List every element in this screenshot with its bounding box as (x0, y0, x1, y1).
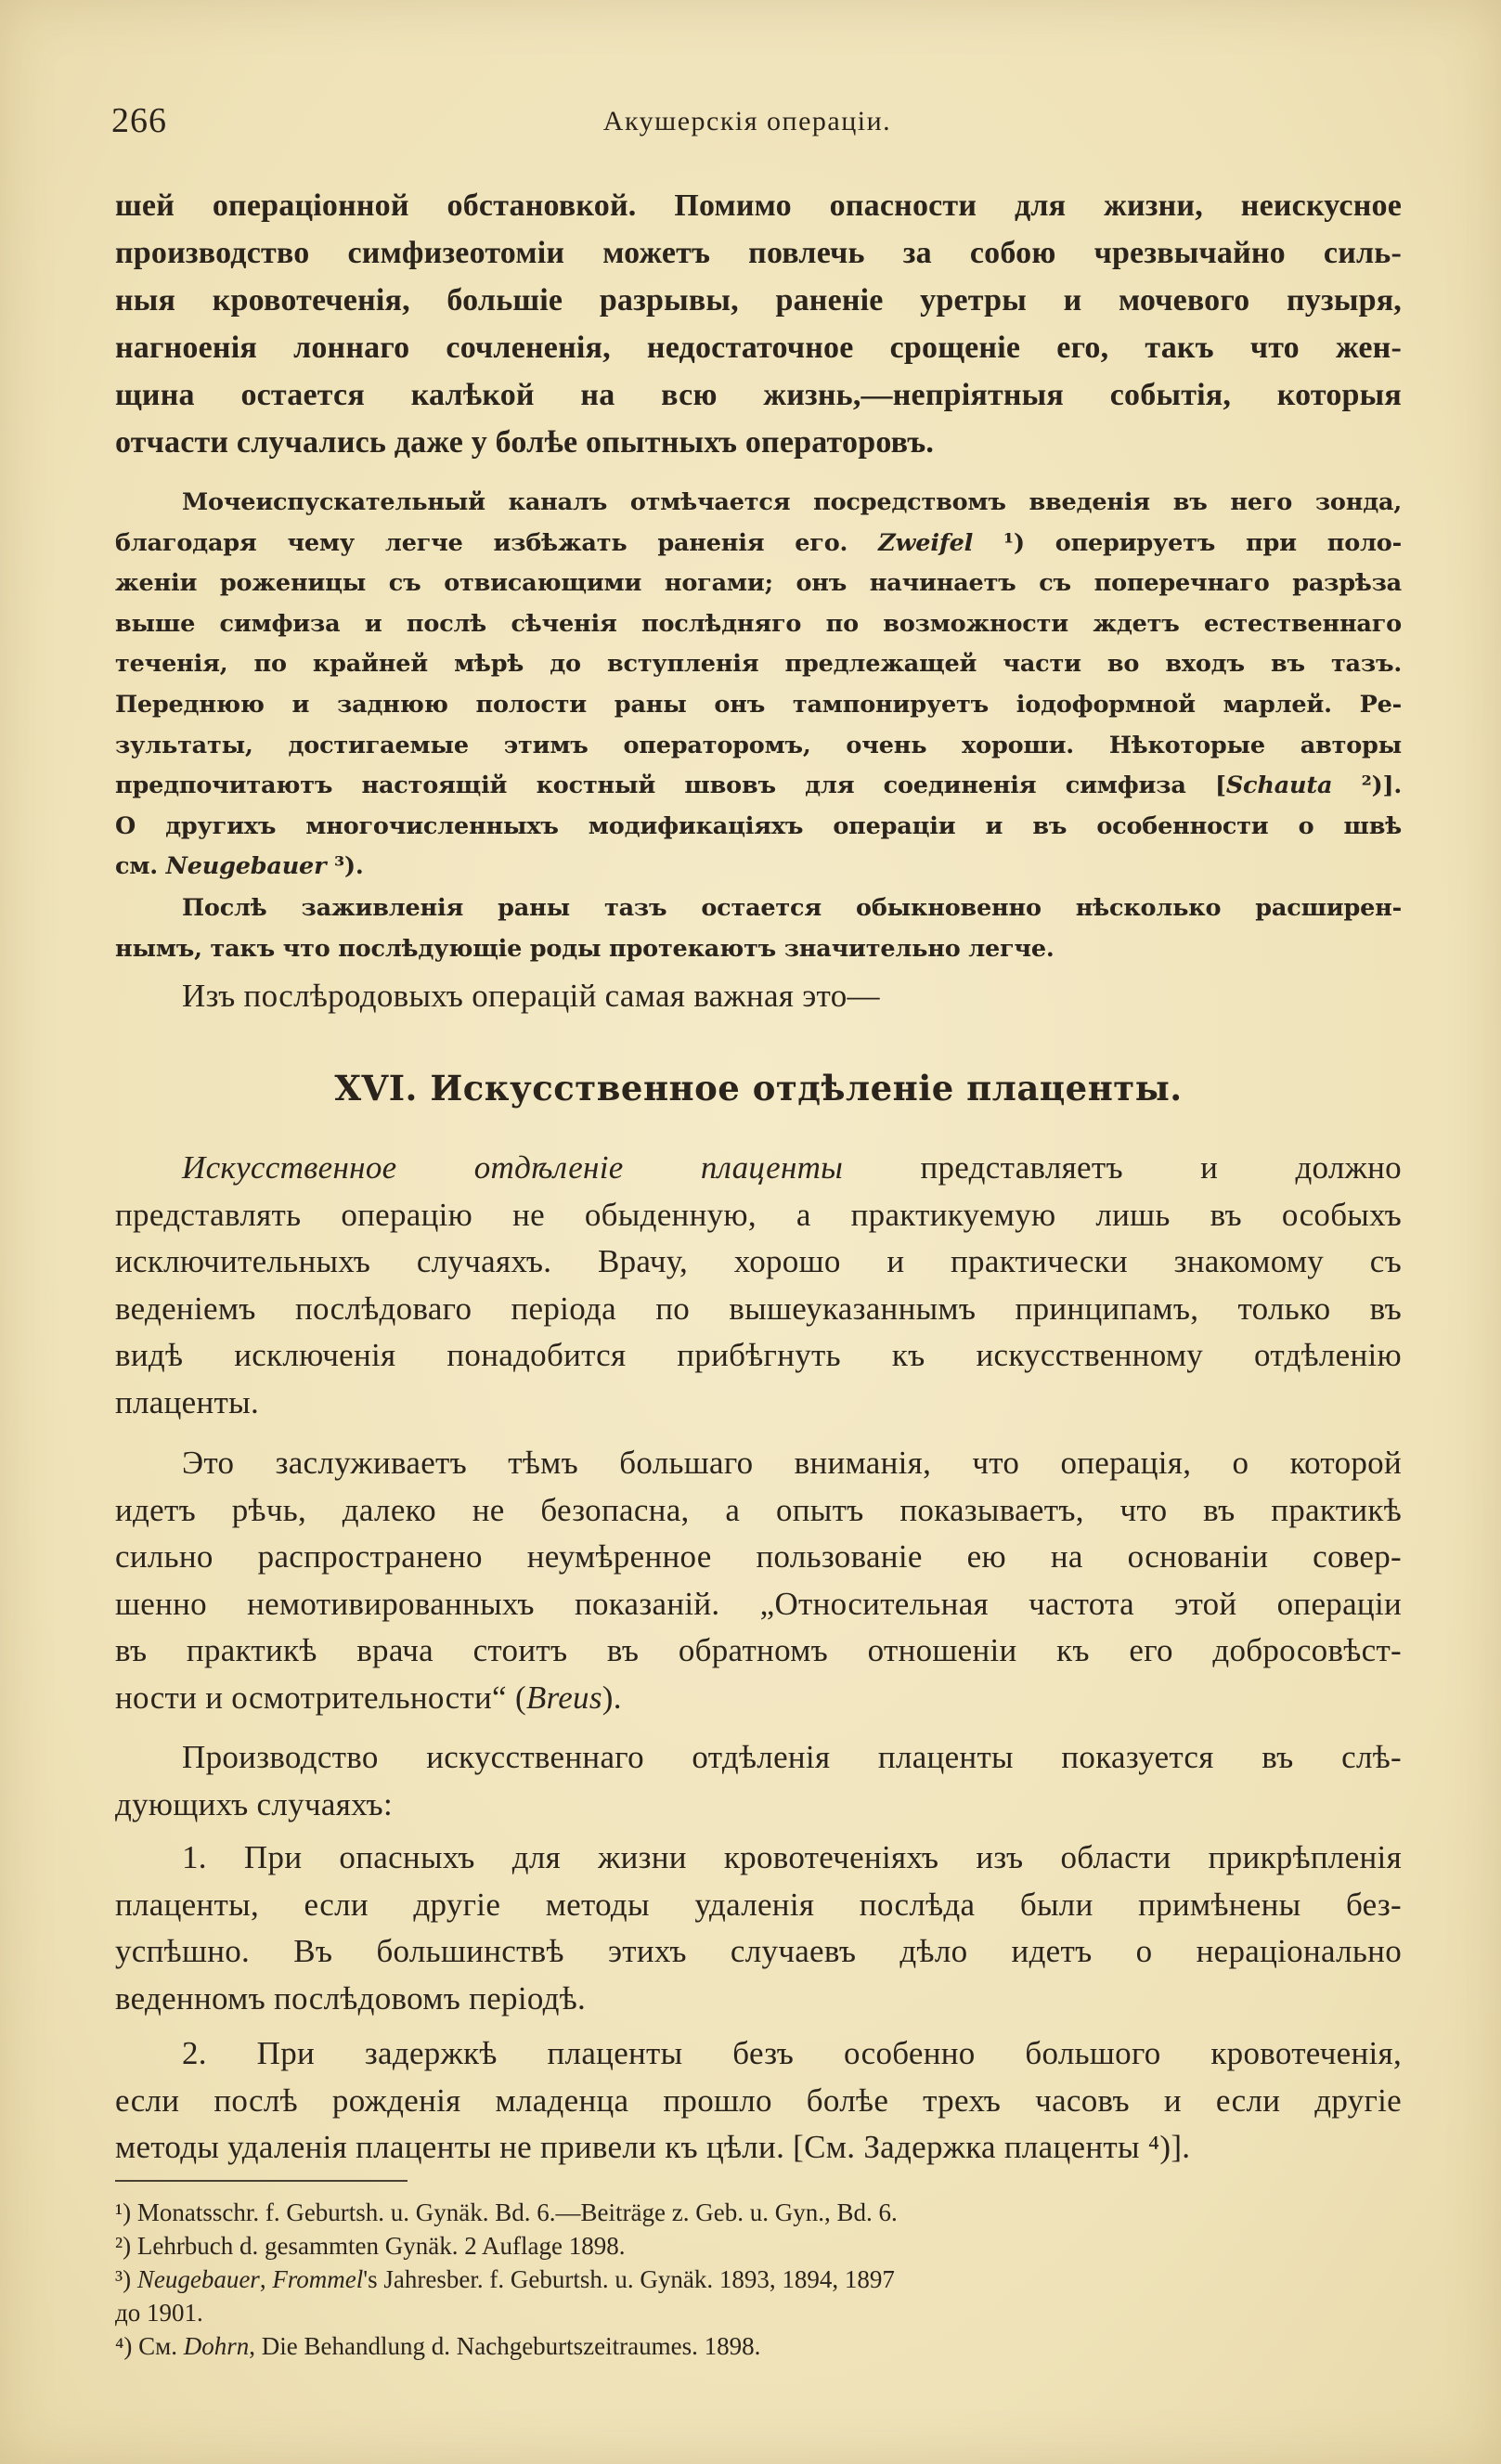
paragraph-4 (115, 1835, 1402, 2022)
text-line: благодаря чему легче избѣжать раненія его. Zweifel ¹) оперируетъ при поло- (115, 528, 1402, 557)
text-line: женіи роженицы съ отвисающими ногами; онъ начинаетъ съ поперечнаго разрѣза (115, 569, 1402, 598)
paragraph-2 (115, 1440, 1402, 1721)
text-line: Мочеиспускательный каналъ отмѣчается посредствомъ введенія въ него зонда, (182, 488, 1402, 516)
text-line: плаценты, если другіе методы удаленія послѣда были примѣнены без- (115, 1886, 1402, 1923)
text-line: сильно распространено неумѣренное пользованіе ею на основаніи совер- (115, 1538, 1402, 1575)
text-line: нымъ, такъ что послѣдующіе роды протекаютъ значительно легче. (115, 934, 1055, 963)
text-line: Изъ послѣродовыхъ операцій самая важная это— (182, 978, 880, 1014)
text-line: Это заслуживаетъ тѣмъ большаго вниманія, что операція, о которой (182, 1445, 1402, 1481)
footnotes (115, 2196, 1402, 2363)
text-line: веденіемъ послѣдоваго періода по вышеуказаннымъ принципамъ, только въ (115, 1290, 1402, 1327)
text-line: выше симфиза и послѣ сѣченія послѣдняго по возможности ждетъ естественнаго (115, 609, 1402, 638)
text-line: ности и осмотрительности“ (Breus). (115, 1679, 622, 1716)
text-line: методы удаленія плаценты не привели къ цѣли. [См. Задержка плаценты ⁴)]. (115, 2129, 1191, 2165)
text-line: исключительныхъ случаяхъ. Врачу, хорошо и практически знакомому съ (115, 1243, 1402, 1279)
paragraph-5 (115, 2030, 1402, 2172)
text-line: если послѣ рожденія младенца прошло болѣе трехъ часовъ и если другіе (115, 2081, 1402, 2119)
text-line: идетъ рѣчь, далеко не безопасна, а опытъ показываетъ, что въ практикѣ (115, 1491, 1402, 1528)
text-line: теченія, по крайней мѣрѣ до вступленія предлежащей части во входъ въ тазъ. (115, 650, 1402, 679)
text-line: Искусственное отдѣленіе плаценты представляетъ и должно (182, 1149, 1402, 1186)
text-line: веденномъ послѣдовомъ періодѣ. (115, 1979, 587, 2017)
text-line: О другихъ многочисленныхъ модификаціяхъ операціи и въ особенности о швѣ (115, 811, 1402, 840)
text-line: предпочитаютъ настоящій костный швовъ для соединенія симфиза [Schauta ²)]. (115, 772, 1402, 800)
text-line: успѣшно. Въ большинствѣ этихъ случаевъ дѣло идетъ о нераціонально (115, 1933, 1402, 1969)
small-print-paragraph-1 (115, 483, 1402, 888)
footnote: ²) Lehrbuch d. gesammten Gynäk. 2 Auflage 1898. (115, 2232, 626, 2260)
text-line: Послѣ заживленія раны тазъ остается обыкновенно нѣсколько расширен- (182, 894, 1402, 922)
text-line: дующихъ случаяхъ: (115, 1785, 393, 1822)
footnote: ⁴) См. Dohrn, Die Behandlung d. Nachgeburtszeitraumes. 1898. (115, 2332, 761, 2360)
text-line: см. Neugebauer ³). (115, 852, 364, 881)
text-line: шенно немотивированныхъ показаній. „Относительная частота этой операціи (115, 1585, 1402, 1622)
text-line: щина остается калѣкой на всю жизнь,—непріятныя событія, которыя (115, 378, 1402, 412)
page-number: 266 (111, 101, 167, 140)
text-line: плаценты. (115, 1383, 259, 1420)
footnote: ³) Neugebauer, Frommel's Jahresber. f. Geburtsh. u. Gynäk. 1893, 1894, 1897 (115, 2265, 895, 2293)
paragraph-1 (115, 1145, 1402, 1426)
footnote-rule (115, 2180, 408, 2182)
text-line: 1. При опасныхъ для жизни кровотеченіяхъ изъ области прикрѣпленія (182, 1839, 1402, 1875)
text-line: въ практикѣ врача стоитъ въ обратномъ отношеніи къ его добросовѣст- (115, 1632, 1402, 1668)
paragraph-3 (115, 1734, 1402, 1828)
small-print-paragraph-2 (115, 888, 1402, 969)
text-line: нагноенія лоннаго сочлененія, недостаточное срощеніе его, такъ что жен- (115, 331, 1402, 365)
text-line: ныя кровотеченія, большіе разрывы, раненіе уретры и мочевого пузыря, (115, 283, 1402, 318)
text-line: Производство искусственнаго отдѣленія плаценты показуется въ слѣ- (182, 1739, 1402, 1775)
text-line: зультаты, достигаемые этимъ операторомъ, очень хороши. Нѣкоторые авторы (115, 731, 1402, 759)
text-line: 2. При задержкѣ плаценты безъ особенно большого кровотеченія, (182, 2035, 1402, 2071)
running-head (111, 100, 1383, 147)
text-line: производство симфизеотоміи можетъ повлечь за собою чрезвычайно силь- (115, 236, 1402, 270)
text-line: видѣ исключенія понадобится прибѣгнуть къ искусственному отдѣленію (115, 1337, 1402, 1373)
footnote: ¹) Monatsschr. f. Geburtsh. u. Gynäk. Bd. 6.—Beiträge z. Geb. u. Gyn., Bd. 6. (115, 2198, 898, 2226)
text-line: представлять операцію не обыденную, а практикуемую лишь въ особыхъ (115, 1196, 1402, 1233)
text-line: шей операціонной обстановкой. Помимо опасности для жизни, неискусное (115, 188, 1402, 223)
transition-paragraph (115, 973, 1402, 1020)
text-line: отчасти случались даже у болѣе опытныхъ операторовъ. (115, 425, 935, 460)
section-heading: XVI. Искусственное отдѣленіе плаценты. (334, 1068, 1183, 1109)
footnote: до 1901. (115, 2299, 203, 2327)
intro-paragraph (115, 182, 1402, 466)
running-title: Акушерскія операціи. (602, 106, 892, 136)
text-line: Переднюю и заднюю полости раны онъ тампонируетъ іодоформной марлей. Ре- (115, 690, 1402, 719)
